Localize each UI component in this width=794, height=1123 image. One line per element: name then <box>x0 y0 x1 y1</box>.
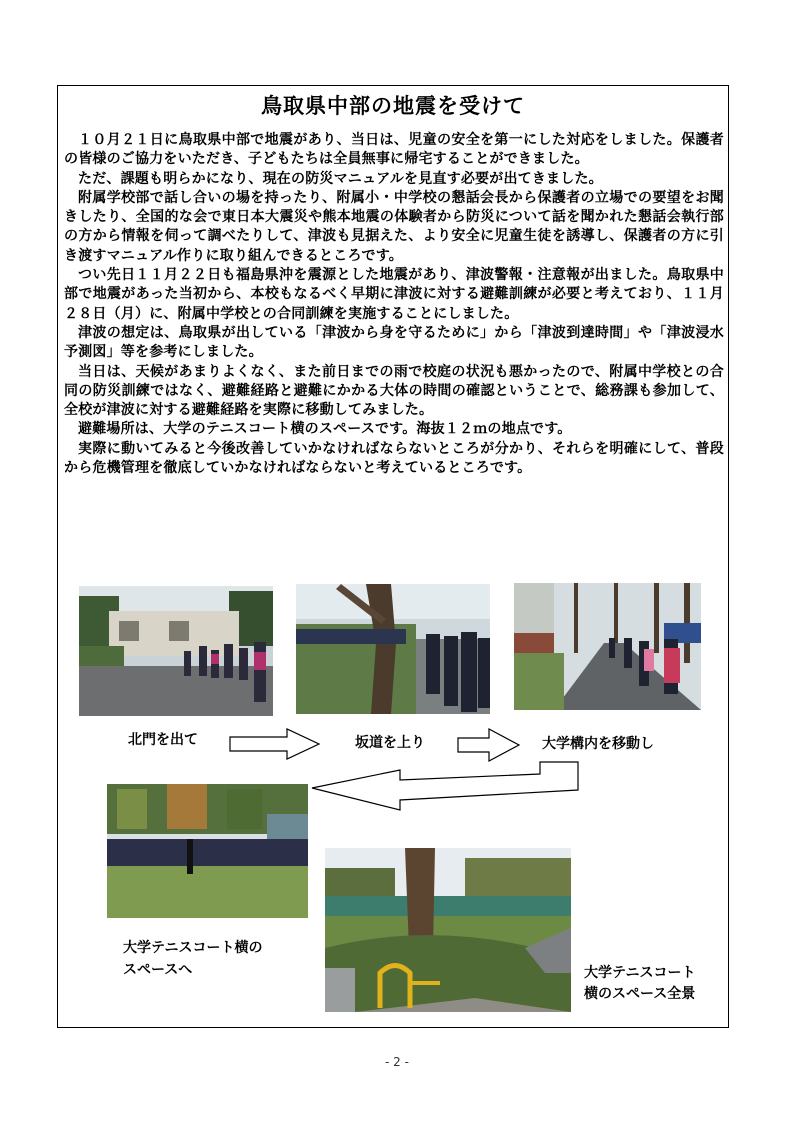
caption-tennis-full-view: 大学テニスコート 横のスペース全景 <box>584 965 696 1002</box>
paragraph-8: 実際に動いてみると今後改善していかなければならないところが分かり、それらを明確にして、普段から危機管理を徹底していかなければならないと考えているところです。 <box>64 440 724 477</box>
article-title: 鳥取県中部の地震を受けて <box>261 94 525 118</box>
page-number: - 2 - <box>385 1055 409 1069</box>
paragraph-5: 津波の想定は、鳥取県が出している「津波から身を守るために」から「津波到達時間」や「津波浸水予測図」等を参考にしました。 <box>64 324 724 361</box>
article-body <box>64 131 724 478</box>
paragraph-1: １０月２１日に鳥取県中部で地震があり、当日は、児童の安全を第一にした対応をしました。保護者の皆様のご協力をいただき、子どもたちは全員無事に帰宅することができました。 <box>64 132 724 168</box>
return-arrow <box>310 760 580 812</box>
right-arrow-2 <box>457 728 521 762</box>
caption-north-gate: 北門を出て <box>128 732 198 748</box>
paragraph-2: ただ、課題も明らかになり、現在の防災マニュアルを見直す必要が出てきました。 <box>78 170 603 187</box>
photo-campus <box>514 583 701 710</box>
photo-slope <box>296 584 490 714</box>
caption-slope: 坂道を上り <box>355 735 425 751</box>
caption-tennis-space: 大学テニスコート横の スペースへ <box>123 940 263 978</box>
paragraph-4: つい先日１１月２２日も福島県沖を震源とした地震があり、津波警報・注意報が出ました。鳥取県中部で地震があった当初から、本校もなるべく早期に津波に対する避難訓練が必要と考えており、１１月２８日（月）に、附属中学校との合同訓練を実施することにしました。 <box>64 267 724 322</box>
paragraph-7: 避難場所は、大学のテニスコート横のスペースです。海抜１２ｍの地点です。 <box>78 421 572 438</box>
photo-tennis-full-view <box>325 848 571 1012</box>
paragraph-3: 附属学校部で話し合いの場を持ったり、附属小・中学校の懇話会長から保護者の立場での要望をお聞きしたり、全国的な会で東日本大震災や熊本地震の体験者から防災について話を聞かれた懇話会執行部の方から情報を伺って調べたりして、津波も見据えた、より安全に児童生徒を誘導し、保護者の方に引き渡すマニュアル作りに取り組んできるところです。 <box>64 189 724 264</box>
caption-campus: 大学構内を移動し <box>542 736 654 752</box>
paragraph-6: 当日は、天候があまりよくなく、また前日までの雨で校庭の状況も悪かったので、附属中学校との合同の防災訓練ではなく、避難経路と避難にかかる大体の時間の確認ということで、総務課も参加して、全校が津波に対する避難経路を実際に移動してみました。 <box>64 363 724 419</box>
photo-tennis-space <box>107 784 308 918</box>
photo-north-gate <box>79 586 273 716</box>
right-arrow-1 <box>229 728 321 760</box>
